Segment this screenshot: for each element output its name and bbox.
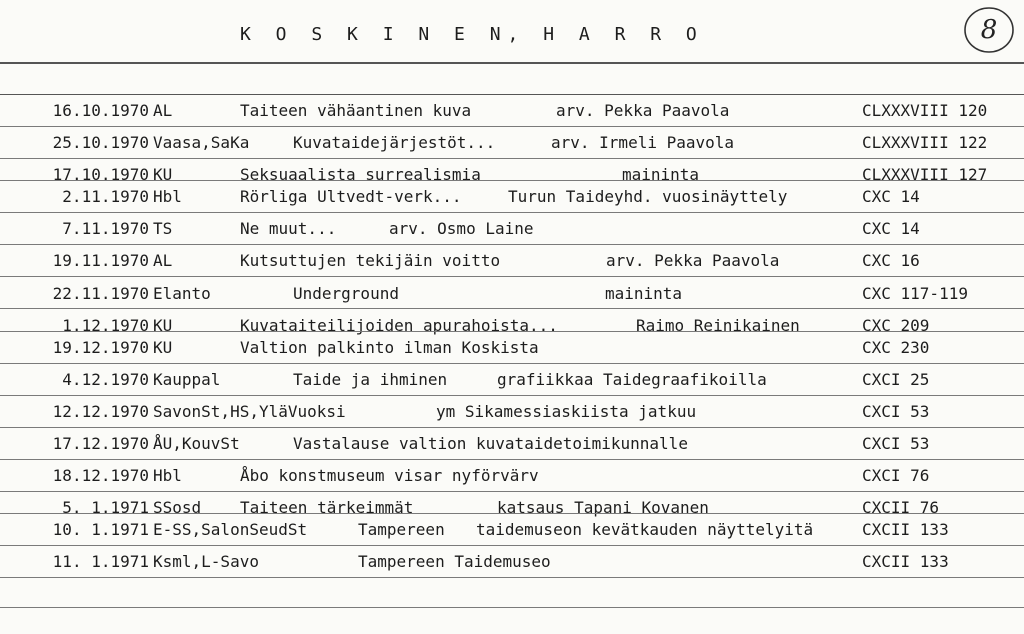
entry-note: arv. Osmo Laine (389, 219, 534, 238)
entry-title: Kutsuttujen tekijäin voitto (240, 251, 501, 270)
entry-title: Kuvataidejärjestöt... (293, 133, 496, 152)
entry-note: maininta (605, 284, 683, 303)
ruled-line (0, 158, 1024, 159)
entry-source: TS (153, 219, 173, 238)
entry-source: Ksml,L-Savo (153, 552, 259, 571)
entry-ref: CLXXXVIII 122 (862, 133, 988, 152)
entry-source: KU (153, 165, 173, 184)
entry-source: SavonSt,HS,YläVuoksi (153, 402, 346, 421)
entry-ref: CXCII 133 (862, 552, 949, 571)
ruled-line (0, 126, 1024, 127)
entry-date: 7.11.1970 (62, 219, 149, 238)
entry-source: Hbl (153, 187, 182, 206)
entry-title: Seksuaalista surrealismia (240, 165, 481, 184)
entry-note: Raimo Reinikainen (636, 316, 800, 335)
entry-date: 25.10.1970 (52, 133, 149, 152)
entry-date: 22.11.1970 (52, 284, 149, 303)
entry-note: taidemuseon kevätkauden näyttelyitä (476, 520, 814, 539)
ruled-line (0, 276, 1024, 277)
entry-title: Taide ja ihminen (293, 370, 448, 389)
entry-ref: CXCII 76 (862, 498, 940, 517)
entry-ref: CXC 117-119 (862, 284, 968, 303)
entry-date: 19.12.1970 (52, 338, 149, 357)
entry-title: Tampereen (358, 520, 445, 539)
entry-date: 1.12.1970 (62, 316, 149, 335)
ruled-line (0, 244, 1024, 245)
entry-date: 18.12.1970 (52, 466, 149, 485)
entry-source: KU (153, 316, 173, 335)
entry-source: Kauppal (153, 370, 221, 389)
ruled-line (0, 308, 1024, 309)
entry-ref: CXC 16 (862, 251, 920, 270)
entry-ref: CXC 14 (862, 219, 920, 238)
ruled-line (0, 607, 1024, 608)
card-number-badge (962, 4, 1016, 56)
entry-date: 11. 1.1971 (52, 552, 149, 571)
entry-note: maininta (622, 165, 700, 184)
ruled-line (0, 212, 1024, 213)
entry-date: 17.12.1970 (52, 434, 149, 453)
ruled-line (0, 180, 1024, 181)
ruled-line (0, 545, 1024, 546)
entry-date: 10. 1.1971 (52, 520, 149, 539)
entry-title: ym Sikamessiaskiista jatkuu (436, 402, 697, 421)
entry-title: Vastalause valtion kuvataidetoimikunnalle (293, 434, 688, 453)
ruled-line (0, 395, 1024, 396)
entry-source: AL (153, 251, 173, 270)
entry-date: 19.11.1970 (52, 251, 149, 270)
entry-date: 12.12.1970 (52, 402, 149, 421)
entry-title: Taiteen vähäantinen kuva (240, 101, 472, 120)
entry-title: Taiteen tärkeimmät (240, 498, 414, 517)
entry-date: 5. 1.1971 (62, 498, 149, 517)
ruled-line (0, 577, 1024, 578)
entry-note: grafiikkaa Taidegraafikoilla (497, 370, 767, 389)
entry-ref: CLXXXVIII 120 (862, 101, 988, 120)
entry-source: KU (153, 338, 173, 357)
entry-ref: CXCI 76 (862, 466, 930, 485)
entry-title: Tampereen Taidemuseo (358, 552, 551, 571)
entry-ref: CXCI 53 (862, 434, 930, 453)
card-number: 8 (980, 15, 998, 45)
entry-ref: CXCII 133 (862, 520, 949, 539)
ruled-line (0, 459, 1024, 460)
entry-date: 17.10.1970 (52, 165, 149, 184)
entry-title: Valtion palkinto ilman Koskista (240, 338, 539, 357)
header-rule (0, 62, 1024, 64)
entry-source: SSosd (153, 498, 202, 517)
entry-source: Vaasa,SaKa (153, 133, 250, 152)
entry-ref: CXC 230 (862, 338, 930, 357)
entry-title: Kuvataiteilijoiden apurahoista... (240, 316, 558, 335)
entry-note: Turun Taideyhd. vuosinäyttely (508, 187, 788, 206)
entry-source: AL (153, 101, 173, 120)
ruled-line (0, 513, 1024, 514)
entry-source: E-SS,SalonSeudSt (153, 520, 308, 539)
entry-source: Elanto (153, 284, 211, 303)
entry-title: Ne muut... (240, 219, 337, 238)
entry-source: Hbl (153, 466, 182, 485)
entry-date: 2.11.1970 (62, 187, 149, 206)
ruled-line (0, 427, 1024, 428)
entry-date: 4.12.1970 (62, 370, 149, 389)
entry-ref: CXCI 53 (862, 402, 930, 421)
entry-ref: CXCI 25 (862, 370, 930, 389)
entry-ref: CXC 14 (862, 187, 920, 206)
header-rule-2 (0, 94, 1024, 95)
entry-title: Åbo konstmuseum visar nyförvärv (240, 466, 539, 485)
entry-note: arv. Pekka Paavola (606, 251, 780, 270)
entry-title: Rörliga Ultvedt-verk... (240, 187, 462, 206)
entry-note: arv. Pekka Paavola (556, 101, 730, 120)
card-title: K O S K I N E N, H A R R O (240, 24, 704, 45)
entry-note: katsaus Tapani Kovanen (497, 498, 709, 517)
entry-ref: CXC 209 (862, 316, 930, 335)
entry-source: ÅU,KouvSt (153, 434, 240, 453)
ruled-line (0, 491, 1024, 492)
entry-note: arv. Irmeli Paavola (551, 133, 735, 152)
ruled-line (0, 331, 1024, 332)
entry-date: 16.10.1970 (52, 101, 149, 120)
ruled-line (0, 363, 1024, 364)
entry-ref: CLXXXVIII 127 (862, 165, 988, 184)
entry-title: Underground (293, 284, 399, 303)
